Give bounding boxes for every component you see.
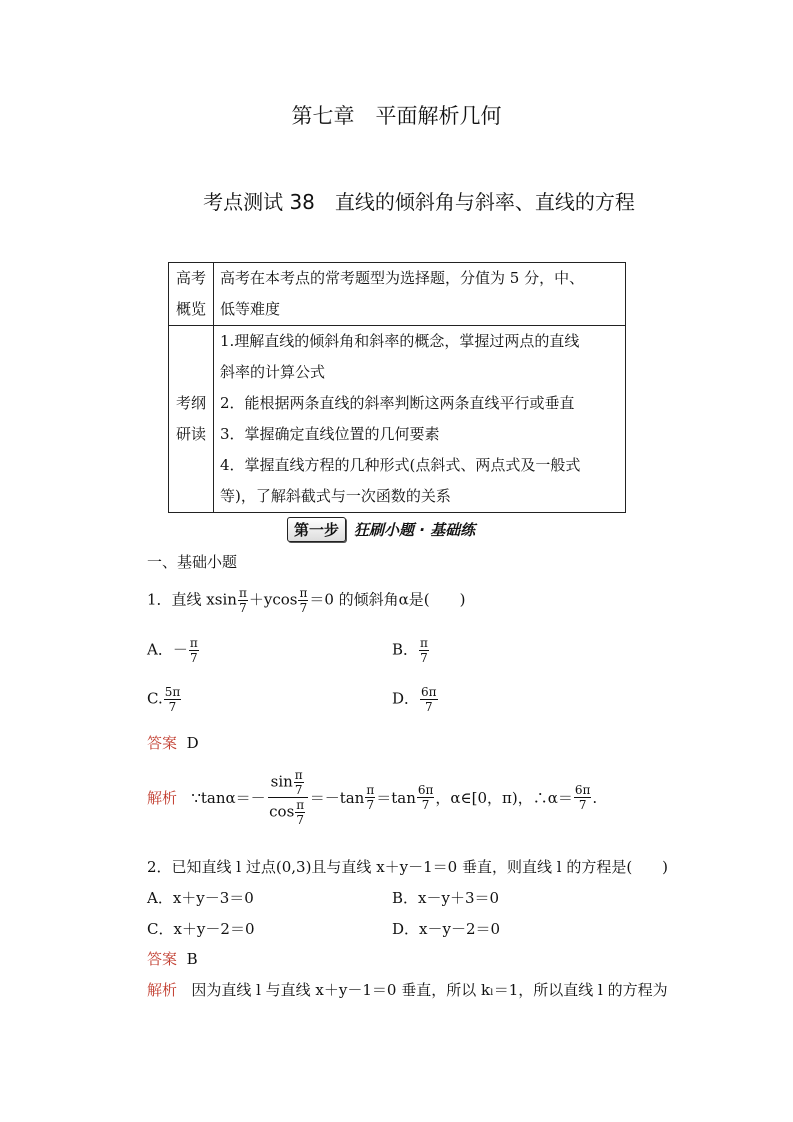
q2-option-d: D．x－y－2＝0 (392, 920, 501, 938)
table-row-overview (169, 263, 626, 326)
overview-text: 高考在本考点的常考题型为选择题，分值为 5 分，中、 低等难度 (214, 263, 626, 326)
syllabus-label: 考纲 研读 (169, 326, 214, 513)
syllabus-text: 1.理解直线的倾斜角和斜率的概念，掌握过两点的直线 斜率的计算公式 2．能根据两条直线的斜率判断这两条直线平行或垂直 3．掌握确定直线位置的几何要素 4．掌握直线方程的几种形式(点斜式、两点式及一般式 等)，了解斜截式与一次函数的关系 (214, 326, 626, 513)
q1-stem: 1．直线 xsin $\frac{\pi}{7}$ ＋ycos $\frac{\pi}{7}$ ＝0 的倾斜角α是( ) (147, 586, 466, 615)
step-banner (287, 517, 475, 542)
big-fraction: sin $\frac{\pi}{7}$ cos $\frac{\pi}{7}$ (268, 768, 308, 827)
q1-option-c: C. $\frac{5\pi}{7}$ (147, 685, 181, 714)
q1-analysis: 解析 ∵tanα＝－ sin $\frac{\pi}{7}$ cos $\frac{\pi}{7}$ ＝－tan $\frac{\pi}{7}$ ＝tan $\frac{6\pi}{7}$ ，α∈[0，π)，∴α＝ $\frac{6\pi}{7}$ . (147, 768, 598, 827)
q2-option-c: C．x＋y－2＝0 (147, 920, 255, 938)
topic-title: 考点测试 38 直线的倾斜角与斜率、直线的方程 (203, 190, 635, 214)
q2-answer: 答案 B (147, 950, 198, 968)
q2-stem: 2．已知直线 l 过点(0,3)且与直线 x＋y－1＝0 垂直，则直线 l 的方程是( ) (147, 858, 669, 876)
step-badge: 第一步 (287, 517, 346, 542)
q1-answer: 答案 D (147, 734, 199, 752)
fraction: $\frac{\pi}{7}$ (238, 586, 247, 615)
q1-option-d: D． $\frac{6\pi}{7}$ (392, 685, 437, 714)
q2-analysis: 解析 因为直线 l 与直线 x＋y－1＝0 垂直，所以 kₗ＝1，所以直线 l 的方程为 (147, 981, 668, 999)
q2-option-a: A．x＋y－3＝0 (147, 889, 254, 907)
fraction: $\frac{\pi}{7}$ (299, 586, 308, 615)
q1-option-a: A．－ $\frac{\pi}{7}$ (147, 636, 198, 665)
q2-option-b: B．x－y＋3＝0 (392, 889, 500, 907)
step-title: 狂刷小题 · 基础练 (354, 521, 476, 539)
overview-table (168, 262, 626, 513)
q1-option-b: B． $\frac{\pi}{7}$ (392, 636, 428, 665)
overview-label: 高考 概览 (169, 263, 214, 326)
table-row-syllabus (169, 326, 626, 513)
section-heading: 一、基础小题 (147, 553, 238, 571)
chapter-title: 第七章 平面解析几何 (291, 104, 502, 128)
